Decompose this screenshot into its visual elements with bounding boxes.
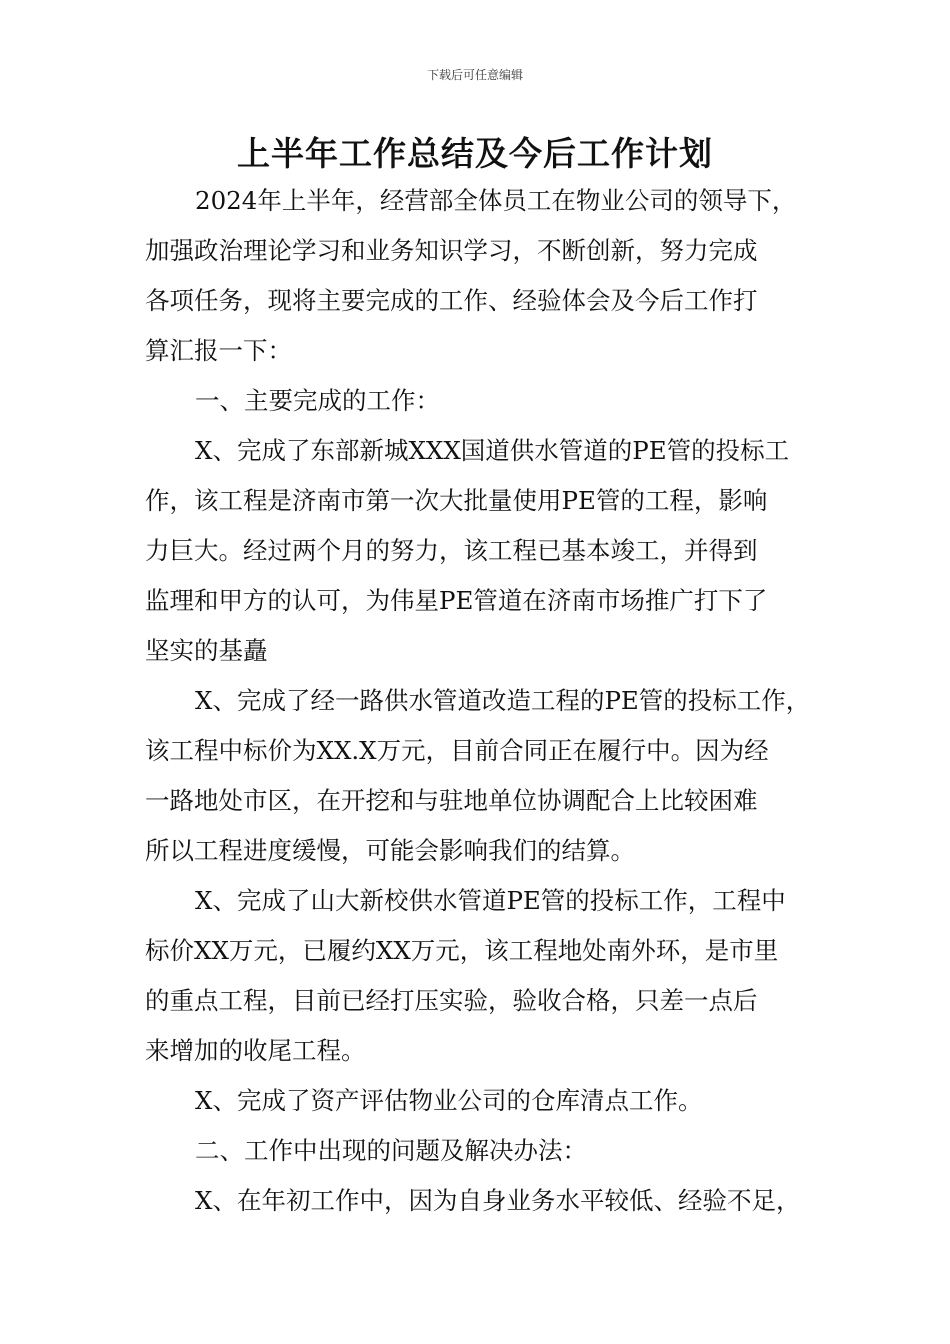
text-line: X、完成了东部新城XXX国道供水管道的PE管的投标工 — [195, 436, 790, 465]
text-line: 来增加的收尾工程。 — [145, 1036, 366, 1065]
text-line: 作，该工程是济南市第一次大批量使用PE管的工程，影响 — [145, 486, 768, 515]
text-line: 一路地处市区，在开挖和与驻地单位协调配合上比较困难 — [145, 786, 758, 815]
text-line: 监理和甲方的认可，为伟星PE管道在济南市场推广打下了 — [145, 586, 768, 615]
text-line: 算汇报一下： — [145, 336, 292, 365]
text-line: 2024年上半年，经营部全体员工在物业公司的领导下， — [195, 186, 797, 215]
text-line: 二、工作中出现的问题及解决办法： — [195, 1136, 587, 1165]
text-line: 该工程中标价为XX.X万元，目前合同正在履行中。因为经 — [145, 736, 769, 765]
text-line: X、完成了经一路供水管道改造工程的PE管的投标工作， — [195, 686, 811, 715]
document-title: 上半年工作总结及今后工作计划 — [237, 134, 713, 173]
text-line: X、完成了山大新校供水管道PE管的投标工作，工程中 — [195, 886, 786, 915]
text-line: 加强政治理论学习和业务知识学习，不断创新，努力完成 — [145, 236, 758, 265]
text-line: 所以工程进度缓慢，可能会影响我们的结算。 — [145, 836, 635, 865]
document-body — [145, 176, 825, 1226]
text-line: X、在年初工作中，因为自身业务水平较低、经验不足， — [195, 1186, 801, 1215]
text-line: 坚实的基矗 — [145, 636, 268, 665]
text-line: 一、主要完成的工作： — [195, 386, 440, 415]
text-line: X、完成了资产评估物业公司的仓库清点工作。 — [195, 1086, 703, 1115]
text-line: 标价XX万元，已履约XX万元，该工程地处南外环，是市里 — [145, 936, 779, 965]
text-line: 力巨大。经过两个月的努力，该工程已基本竣工，并得到 — [145, 536, 758, 565]
text-line: 各项任务，现将主要完成的工作、经验体会及今后工作打 — [145, 286, 758, 315]
text-line: 的重点工程，目前已经打压实验，验收合格，只差一点后 — [145, 986, 758, 1015]
header-note: 下载后可任意编辑 — [426, 68, 523, 82]
